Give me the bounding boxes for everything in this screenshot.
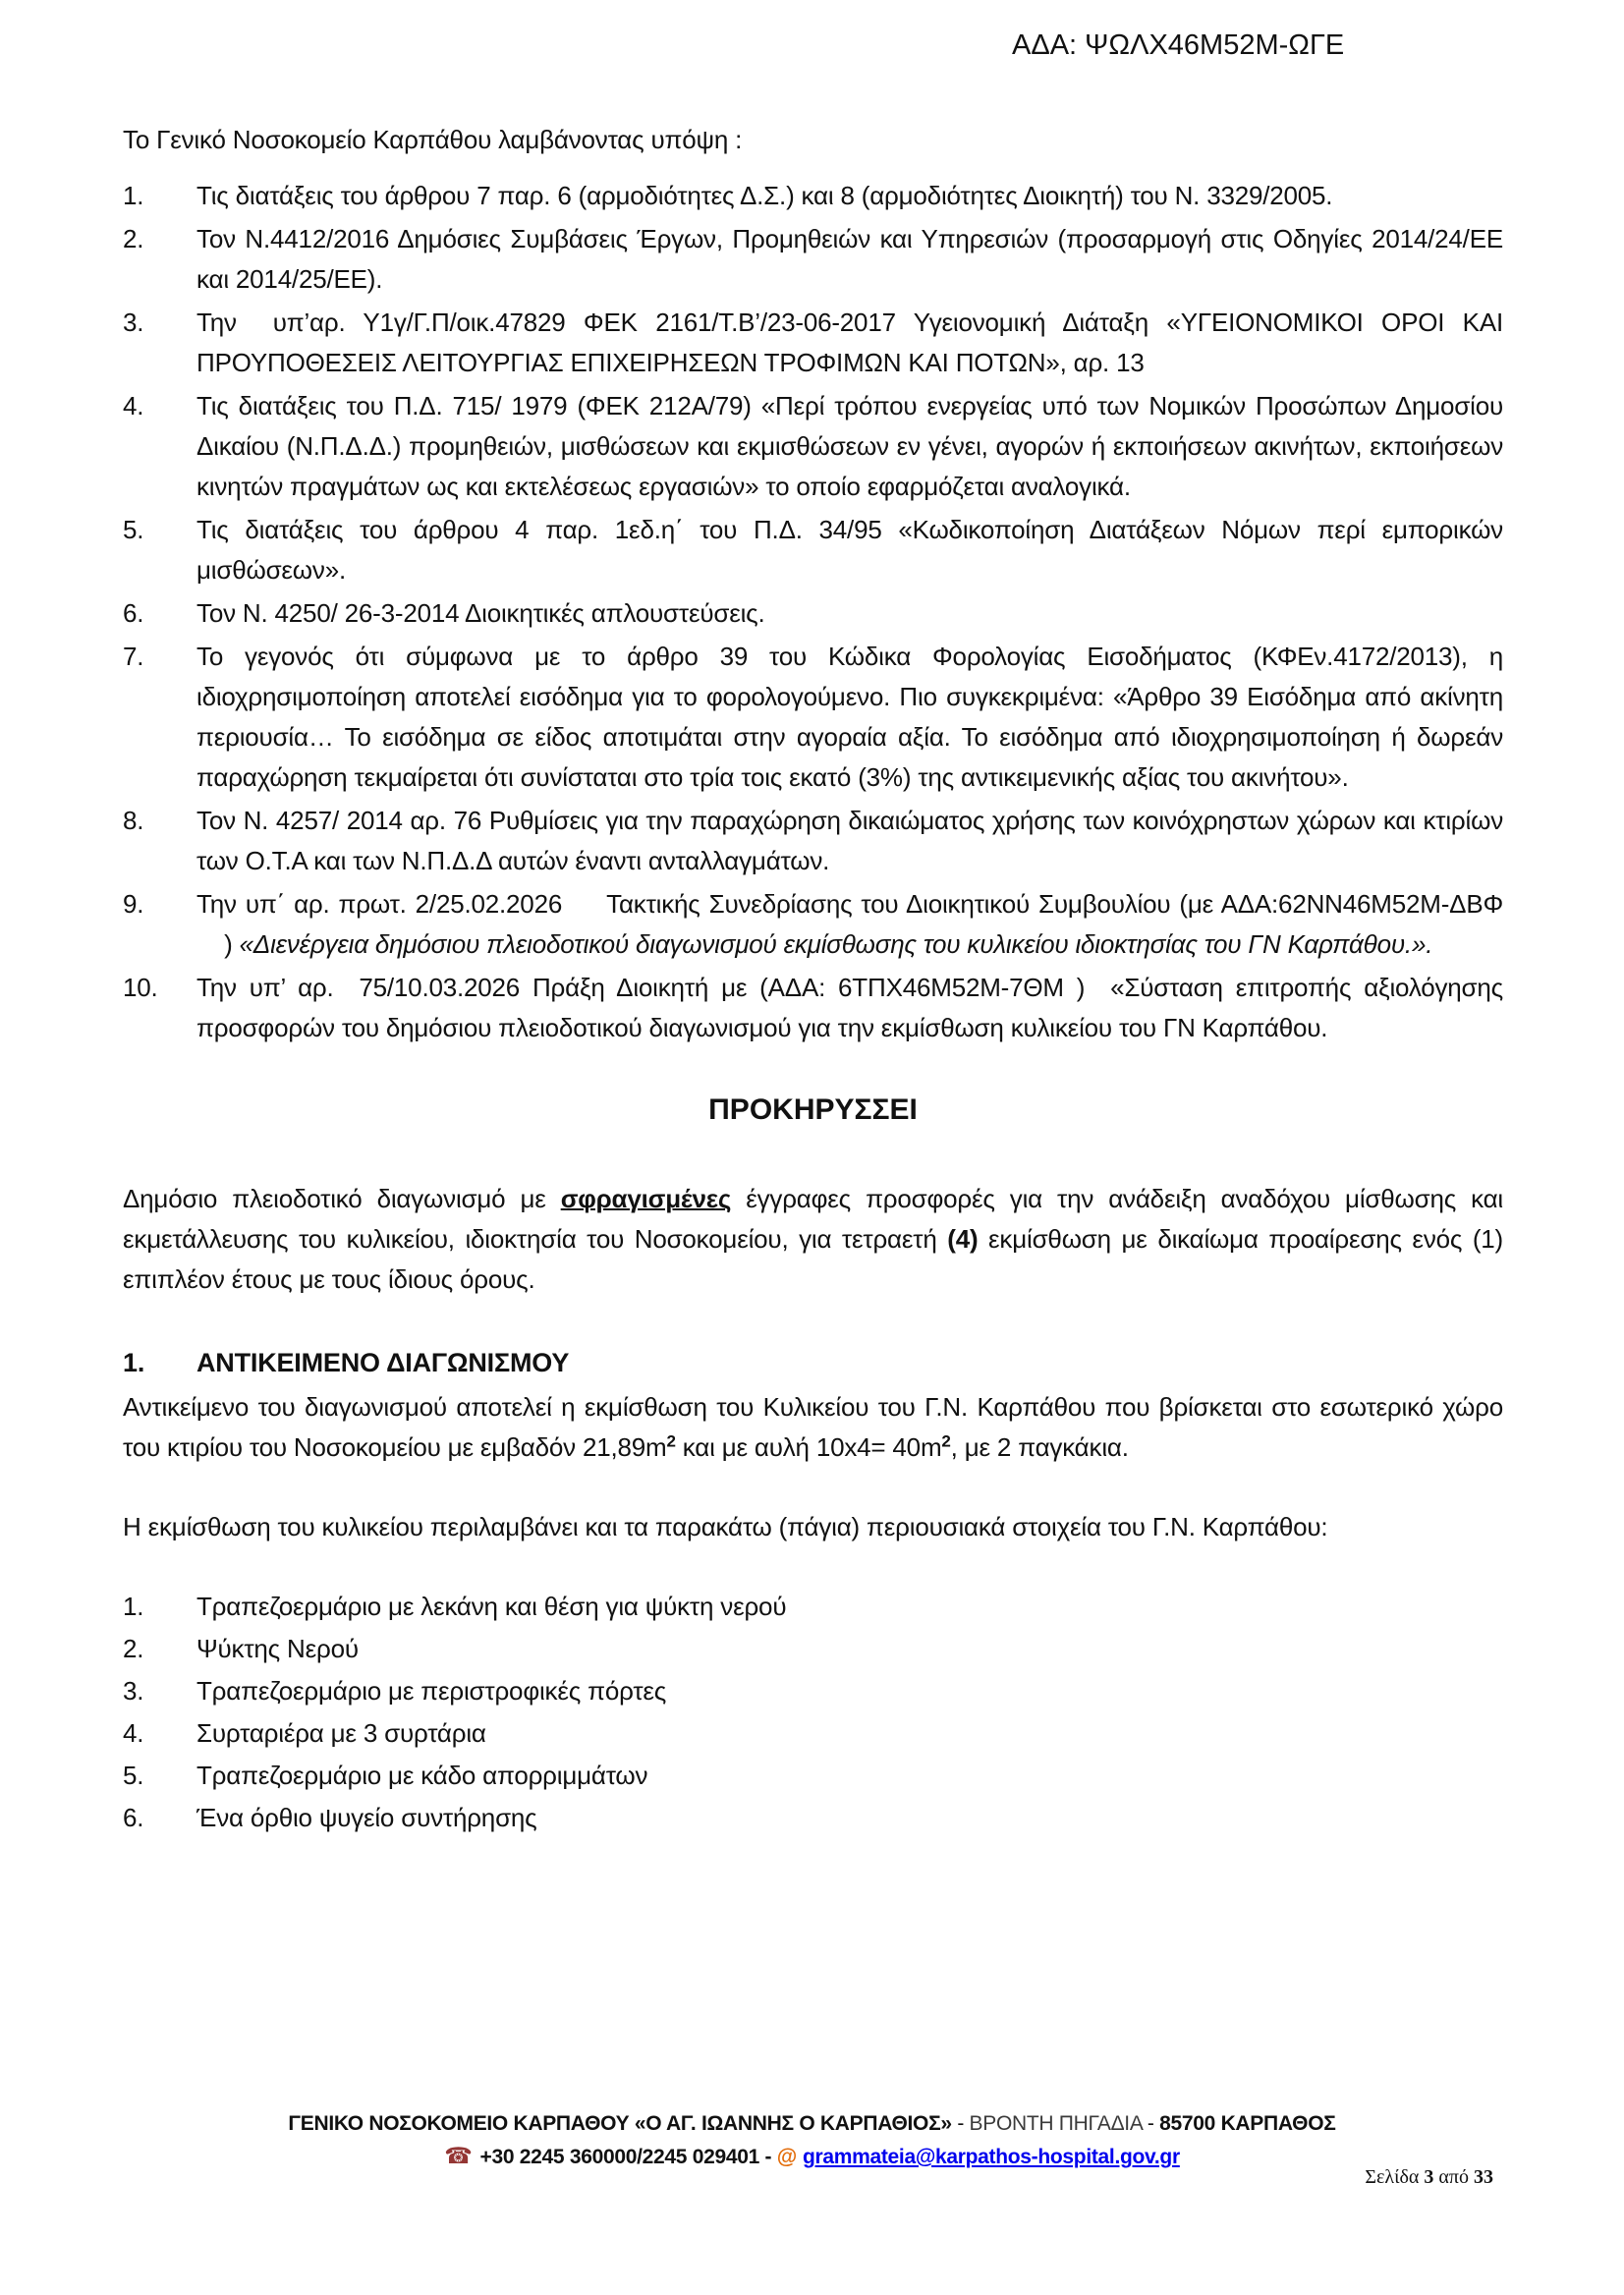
paragraph-text: Αντικείμενο του διαγωνισμού αποτελεί η εκμίσθωση του Κυλικείου του Γ.Ν. Καρπάθου που βρίσκεται στο εσωτερικό χώρο του κτιρίου του Νοσοκομείου με εμβαδόν 21,89m bbox=[123, 1392, 1503, 1462]
section1-heading bbox=[123, 1343, 1503, 1383]
list-item-number: 6. bbox=[123, 1803, 144, 1832]
list-item-number: 10. bbox=[123, 973, 158, 1002]
paragraph-text: έγγραφες προσφορές για την ανάδειξη αναδόχου μίσθωσης και εκμετάλλευσης του κυλικείου, ιδιοκτησία του Νοσοκομείου, για τετραετή bbox=[123, 1184, 1503, 1254]
list-item-text: Τραπεζοερμάριο με λεκάνη και θέση για ψύκτη νερού bbox=[196, 1592, 787, 1621]
paragraph-text: , με 2 παγκάκια. bbox=[950, 1432, 1129, 1462]
list-item-number: 4. bbox=[123, 1718, 144, 1748]
list-item bbox=[123, 884, 1503, 965]
list-item bbox=[123, 386, 1503, 507]
page-total: 33 bbox=[1474, 2166, 1493, 2188]
list-item-text-quote: «Διενέργεια δημόσιου πλειοδοτικού διαγωνισμού εκμίσθωσης του κυλικείου ιδιοκτησίας του ΓΝ Καρπάθου.». bbox=[239, 929, 1433, 959]
list-item bbox=[123, 1629, 1503, 1669]
intro-line: Το Γενικό Νοσοκομείο Καρπάθου λαμβάνοντας υπόψη : bbox=[123, 125, 743, 154]
section-title: ΑΝΤΙΚΕΙΜΕΝΟ ΔΙΑΓΩΝΙΣΜΟΥ bbox=[196, 1348, 570, 1377]
list-item-number: 6. bbox=[123, 598, 144, 628]
list-item bbox=[123, 303, 1503, 383]
list-item-number: 3. bbox=[123, 1676, 144, 1706]
list-item bbox=[123, 510, 1503, 590]
list-item-number: 1. bbox=[123, 181, 144, 210]
list-item bbox=[123, 637, 1503, 798]
list-item-text: Την υπ’ αρ. 75/10.03.2026 Πράξη Διοικητή με (ΑΔΑ: 6ΤΠΧ46Μ52Μ-7ΘΜ ) «Σύσταση επιτροπής αξιολόγησης προσφορών του δημόσιου πλειοδοτικού διαγωνισμού για την εκμίσθωση κυλικείου του ΓΝ Καρπάθου. bbox=[196, 973, 1503, 1042]
square-meters-superscript: 2 bbox=[666, 1431, 676, 1451]
list-item-number: 7. bbox=[123, 642, 144, 671]
list-item-text-plain: Την υπ΄ αρ. πρωτ. 2/25.02.2026 Τακτικής Συνεδρίασης του Διοικητικού Συμβουλίου (με ΑΔΑ:62ΝΝ46Μ52Μ-ΔΒΦ ) bbox=[196, 889, 1503, 959]
considerations-list bbox=[123, 176, 1503, 1048]
list-item-number: 2. bbox=[123, 1634, 144, 1663]
list-item bbox=[123, 219, 1503, 300]
page-label: Σελίδα bbox=[1365, 2166, 1425, 2188]
list-item-text: Τον Ν.4412/2016 Δημόσιες Συμβάσεις Έργων, Προμηθειών και Υπηρεσιών (προσαρμογή στις Οδηγίες 2014/24/ΕΕ και 2014/25/ΕΕ). bbox=[196, 224, 1503, 294]
paragraph-text: Δημόσιο πλειοδοτικό διαγωνισμό με bbox=[123, 1184, 561, 1213]
list-item-number: 4. bbox=[123, 391, 144, 420]
list-item bbox=[123, 593, 1503, 634]
square-meters-superscript: 2 bbox=[941, 1431, 951, 1451]
paragraph-text: και με αυλή 10x4= 40m bbox=[675, 1432, 942, 1462]
list-item-number: 5. bbox=[123, 515, 144, 544]
document-body bbox=[123, 120, 1503, 1840]
section1-paragraph-2: Η εκμίσθωση του κυλικείου περιλαμβάνει και τα παρακάτω (πάγια) περιουσιακά στοιχεία του Γ.Ν. Καρπάθου: bbox=[123, 1512, 1328, 1541]
page-current: 3 bbox=[1424, 2166, 1434, 2188]
list-item-text: Ψύκτης Νερού bbox=[196, 1634, 359, 1663]
footer-postal: 85700 ΚΑΡΠΑΘΟΣ bbox=[1159, 2112, 1336, 2135]
proclamation-heading: ΠΡΟΚΗΡΥΣΣΕΙ bbox=[708, 1093, 918, 1126]
list-item-text: Τις διατάξεις του άρθρου 7 παρ. 6 (αρμοδιότητες Δ.Σ.) και 8 (αρμοδιότητες Διοικητή) του Ν. 3329/2005. bbox=[196, 181, 1333, 210]
list-item-number: 2. bbox=[123, 224, 144, 253]
list-item bbox=[123, 176, 1503, 216]
list-item-text: Τις διατάξεις του άρθρου 4 παρ. 1εδ.η΄ του Π.Δ. 34/95 «Κωδικοποίηση Διατάξεων Νόμων περί εμπορικών μισθώσεων». bbox=[196, 515, 1503, 585]
list-item bbox=[123, 1671, 1503, 1711]
footer-separator: - bbox=[951, 2112, 970, 2135]
list-item-text: Τον Ν. 4250/ 26-3-2014 Διοικητικές απλουστεύσεις. bbox=[196, 598, 765, 628]
list-item-number: 9. bbox=[123, 889, 144, 919]
list-item bbox=[123, 801, 1503, 881]
phone-icon: ☎ bbox=[444, 2143, 473, 2168]
list-item-text: Τον Ν. 4257/ 2014 αρ. 76 Ρυθμίσεις για την παραχώρηση δικαιώματος χρήσης των κοινόχρηστων χώρων και κτιρίων των Ο.Τ.Α και των Ν.Π.Δ.Δ αυτών έναντι ανταλλαγμάτων. bbox=[196, 806, 1503, 875]
section-number: 1. bbox=[123, 1348, 145, 1377]
footer-location: ΒΡΟΝΤΗ ΠΗΓΑΔΙΑ bbox=[969, 2112, 1143, 2135]
page-of-label: από bbox=[1433, 2166, 1474, 2188]
list-item bbox=[123, 1587, 1503, 1627]
paragraph-text: εκμίσθωση με δικαίωμα προαίρεσης ενός (1) επιπλέον έτους με τους ίδιους όρους. bbox=[123, 1224, 1504, 1294]
list-item-text: Τραπεζοερμάριο με κάδο απορριμμάτων bbox=[196, 1761, 648, 1790]
footer-separator: - bbox=[1142, 2112, 1160, 2135]
footer-phone-numbers: +30 2245 360000/2245 029401 - bbox=[479, 2146, 777, 2168]
list-item-text: Το γεγονός ότι σύμφωνα με το άρθρο 39 του Κώδικα Φορολογίας Εισοδήματος (ΚΦΕν.4172/2013), η ιδιοχρησιμοποίηση αποτελεί εισόδημα για το φορολογούμενο. Πιο συγκεκριμένα: «Άρθρο 39 Εισόδημα από ακίνητη περιουσία… Το εισόδημα σε είδος αποτιμάται στην αγοραία αξία. Το εισόδημα από ιδιοχρησιμοποίηση ή δωρεάν παραχώρηση τεκμαίρεται ότι συνίσταται στο τρία τοις εκατό (3%) της αντικειμενικής αξίας του ακινήτου». bbox=[196, 642, 1503, 792]
proclamation-paragraph bbox=[123, 1179, 1503, 1300]
list-item-number: 3. bbox=[123, 308, 144, 337]
section1-paragraph-1 bbox=[123, 1387, 1503, 1468]
page-number bbox=[1365, 2157, 1493, 2198]
footer-hospital-line bbox=[0, 2108, 1624, 2140]
ada-reference: ΑΔΑ: ΨΩΛΧ46Μ52Μ-ΩΓΕ bbox=[1012, 29, 1345, 61]
list-item-number: 1. bbox=[123, 1592, 144, 1621]
sealed-offers-emphasis: σφραγισμένες bbox=[560, 1184, 732, 1213]
four-years-emphasis: (4) bbox=[947, 1224, 979, 1254]
list-item-text: Την υπ’αρ. Υ1γ/Γ.Π/οικ.47829 ΦΕΚ 2161/Τ.Β’/23-06-2017 Υγειονομική Διάταξη «ΥΓΕΙΟΝΟΜΙΚΟΙ ΟΡΟΙ ΚΑΙ ΠΡΟΥΠΟΘΕΣΕΙΣ ΛΕΙΤΟΥΡΓΙΑΣ ΕΠΙΧΕΙΡΗΣΕΩΝ ΤΡΟΦΙΜΩΝ ΚΑΙ ΠΟΤΩΝ», αρ. 13 bbox=[196, 308, 1503, 377]
list-item-text: Ένα όρθιο ψυγείο συντήρησης bbox=[196, 1803, 537, 1832]
list-item-text: Συρταριέρα με 3 συρτάρια bbox=[196, 1718, 486, 1748]
list-item-text: Τις διατάξεις του Π.Δ. 715/ 1979 (ΦΕΚ 212Α/79) «Περί τρόπου ενεργείας υπό των Νομικών Προσώπων Δημοσίου Δικαίου (Ν.Π.Δ.Δ.) προμηθειών, μισθώσεων και εκμισθώσεων εν γένει, αγορών ή εκποιήσεων ακινήτων, εκποιήσεων κινητών πραγμάτων ως και εκτελέσεως εργασιών» το οποίο εφαρμόζεται αναλογικά. bbox=[196, 391, 1503, 501]
at-icon: @ bbox=[776, 2146, 797, 2168]
assets-list bbox=[123, 1587, 1503, 1838]
list-item-number: 5. bbox=[123, 1761, 144, 1790]
list-item-number: 8. bbox=[123, 806, 144, 835]
list-item bbox=[123, 968, 1503, 1048]
list-item-text: Τραπεζοερμάριο με περιστροφικές πόρτες bbox=[196, 1676, 667, 1706]
list-item bbox=[123, 1756, 1503, 1796]
email-link[interactable]: grammateia@karpathos-hospital.gov.gr bbox=[802, 2146, 1180, 2168]
list-item bbox=[123, 1713, 1503, 1754]
list-item bbox=[123, 1798, 1503, 1838]
list-item-text bbox=[196, 884, 1503, 965]
footer-org-name: ΓΕΝΙΚΟ ΝΟΣΟΚΟΜΕΙΟ ΚΑΡΠΑΘΟΥ «Ο ΑΓ. ΙΩΑΝΝΗΣ Ο ΚΑΡΠΑΘΙΟΣ» bbox=[288, 2112, 952, 2135]
